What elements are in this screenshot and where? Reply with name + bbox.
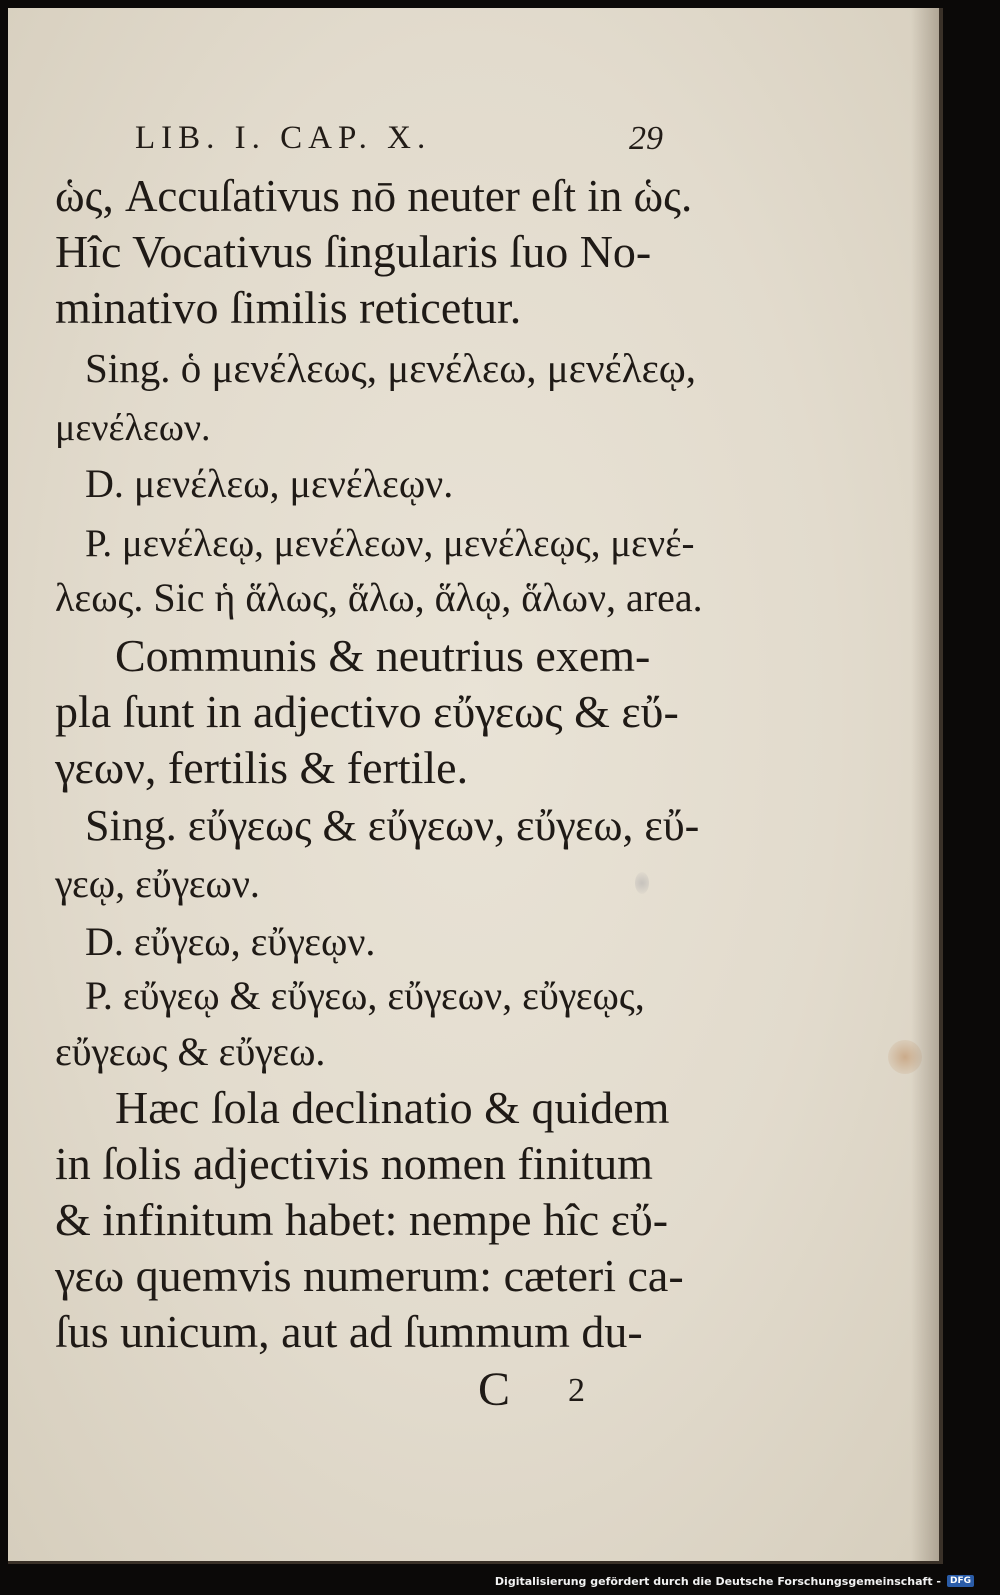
text-line: in ſolis adjectivis nomen finitum xyxy=(55,1138,653,1189)
text-line: Sing. εὔγεως & εὔγεων, εὔγεω, εὔ- xyxy=(85,801,700,850)
text-line: Hæc ſola declinatio & quidem xyxy=(115,1082,670,1133)
text-line: γεω quemvis numerum: cæteri ca- xyxy=(55,1250,684,1301)
book-page xyxy=(8,8,943,1564)
text-line: γεῳ, εὔγεων. xyxy=(55,861,260,906)
text-line: D. εὔγεω, εὔγεῳν. xyxy=(85,919,376,964)
page-number: 29 xyxy=(629,120,663,157)
text-line: ὡς, Accuſativus nō neuter eſt in ὡς. xyxy=(55,171,693,221)
text-line: P. εὔγεῳ & εὔγεω, εὔγεων, εὔγεῳς, xyxy=(85,973,645,1018)
text-line: γεων, fertilis & fertile. xyxy=(55,742,469,793)
text-line: pla ſunt in adjectivo εὔγεως & εὔ- xyxy=(55,686,679,737)
text-line: εὔγεως & εὔγεω. xyxy=(55,1029,326,1074)
text-line: D. μενέλεω, μενέλεῳν. xyxy=(85,461,454,506)
running-head xyxy=(135,120,735,168)
text-line: P. μενέλεῳ, μενέλεων, μενέλεῳς, μενέ- xyxy=(85,522,695,565)
text-line: μενέλεων. xyxy=(55,407,211,449)
text-line: & infinitum habet: nempe hîc εὔ- xyxy=(55,1194,669,1245)
signature-mark xyxy=(478,1362,585,1417)
text-line: Sing. ὁ μενέλεως, μενέλεω, μενέλεῳ, xyxy=(85,345,697,391)
signature-number: 2 xyxy=(568,1372,585,1409)
digitization-credit xyxy=(495,1569,974,1593)
text-line: ſus unicum, aut ad ſummum du- xyxy=(55,1306,643,1357)
paper-stain xyxy=(888,1040,922,1074)
text-line: Hîc Vocativus ſingularis ſuo No- xyxy=(55,226,652,277)
text-line: minativo ſimilis reticetur. xyxy=(55,282,522,333)
dfg-logo: DFG xyxy=(947,1575,974,1587)
credit-text: Digitalisierung gefördert durch die Deutsche Forschungsgemeinschaft - xyxy=(494,1574,941,1588)
text-line: λεως. Sic ἡ ἅλως, ἅλω, ἅλῳ, ἅλων, area. xyxy=(55,575,703,620)
text-line: Communis & neutrius exem- xyxy=(115,630,651,681)
signature-letter: C xyxy=(478,1363,511,1416)
running-head-title: LIB. I. CAP. X. xyxy=(135,120,432,156)
